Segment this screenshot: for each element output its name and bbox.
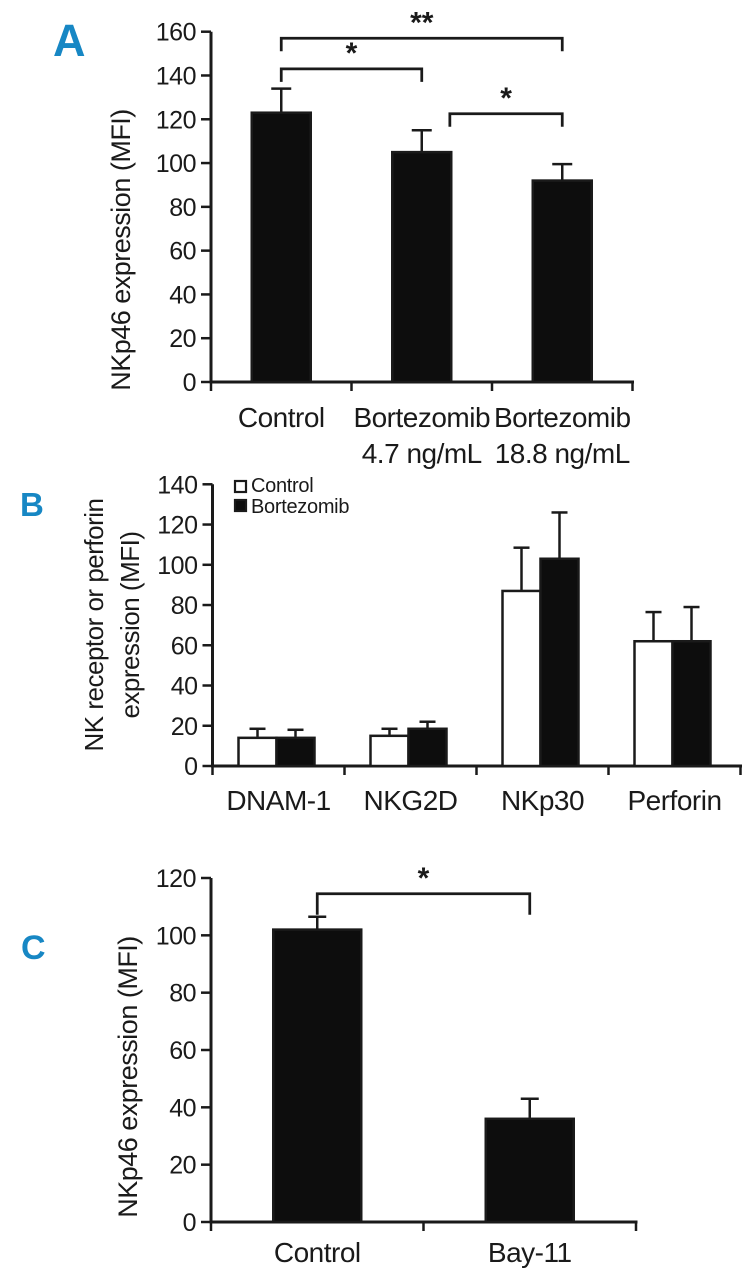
panel-b-bar-nkg2d-bortezomib <box>409 729 447 766</box>
panel-b-ytick-label: 80 <box>170 592 198 621</box>
panel-b-bar-nkg2d-control <box>371 736 409 766</box>
panel-b-category-label-nkp30: NKp30 <box>500 785 585 816</box>
panel-a-category-label-control: Control <box>237 402 325 433</box>
panel-c-ytick-label: 80 <box>169 979 196 1008</box>
panel-b-legend-swatch-bortezomib <box>235 500 246 511</box>
panel-b-category-label-nkg2d: NKG2D <box>363 785 458 816</box>
panel-a-sig-bracket-3 <box>450 114 562 127</box>
panel-b-ytick-label: 40 <box>170 672 198 701</box>
panel-b-category-label-dnam-1: DNAM-1 <box>226 785 331 816</box>
panel-c-ytick-label: 40 <box>169 1094 196 1123</box>
panel-c-chart <box>113 862 638 1268</box>
panel-a-ytick-label: 140 <box>155 62 196 91</box>
panel-a-ytick-label: 20 <box>169 325 196 354</box>
panel-a-ytick-label: 0 <box>182 369 196 397</box>
panel-b-category-label-perforin: Perforin <box>627 785 722 816</box>
panel-c-y-axis-title: NKp46 expression (MFI) <box>113 936 143 1218</box>
panel-a-category-label-bortezomib-4-7-ng-ml: 4.7 ng/mL <box>361 438 482 469</box>
panel-c-ytick-label: 60 <box>169 1037 196 1065</box>
panel-a-ytick-label: 80 <box>169 193 196 222</box>
panel-c-category-label-bay-11: Bay-11 <box>487 1237 572 1268</box>
panel-a-sig-label-3: * <box>500 81 512 115</box>
panel-b-bar-perforin-bortezomib <box>673 641 711 766</box>
panel-c-ytick-label: 100 <box>155 922 196 951</box>
panel-b-ytick-label: 0 <box>184 753 198 781</box>
panel-b-ytick-label: 120 <box>157 511 198 540</box>
panel-c-sig-bracket-1 <box>317 894 530 915</box>
panel-b-ytick-label: 140 <box>157 471 198 500</box>
panel-c-ytick-label: 20 <box>169 1151 196 1180</box>
panel-a-label: A <box>53 15 86 66</box>
panel-b-ytick-label: 60 <box>170 632 198 661</box>
panel-a-bar-control <box>252 113 311 382</box>
panel-b-bar-perforin-control <box>635 641 673 766</box>
panel-b-bar-nkp30-control <box>503 591 541 766</box>
panel-a-bar-bortezomib-18-8-ng-ml <box>533 181 592 382</box>
panel-a-category-label-bortezomib-4-7-ng-ml: Bortezomib <box>353 402 491 433</box>
panel-c-bar-control <box>273 930 361 1222</box>
panel-c-category-label-control: Control <box>273 1237 361 1268</box>
panel-c-ytick-label: 120 <box>155 865 196 893</box>
panel-a-bar-bortezomib-4-7-ng-ml <box>392 152 451 382</box>
panel-b-legend-label-control: Control <box>251 475 314 497</box>
panel-c-label: C <box>21 929 46 967</box>
panel-c-bar-bay-11 <box>486 1119 574 1222</box>
panel-b-bar-dnam-1-control <box>239 738 277 766</box>
panel-a-y-axis-title: NKp46 expression (MFI) <box>106 109 136 391</box>
panel-b-y-axis-title-line2: expression (MFI) <box>115 531 145 719</box>
panel-c-ytick-label: 0 <box>182 1209 196 1237</box>
panel-b-legend-label-bortezomib: Bortezomib <box>251 496 350 518</box>
panel-b-chart <box>79 471 742 816</box>
panel-a-sig-label-2: ** <box>410 6 434 40</box>
panel-a-ytick-label: 120 <box>155 106 196 135</box>
panel-a-ytick-label: 160 <box>155 18 196 47</box>
panel-b-legend-swatch-control <box>235 481 246 492</box>
panel-a-sig-label-1: * <box>345 36 358 70</box>
panel-a-sig-bracket-1 <box>281 69 422 82</box>
panel-b-y-axis-title-line1: NK receptor or perforin <box>79 498 109 752</box>
panel-a-ytick-label: 40 <box>169 281 196 310</box>
panel-a-ytick-label: 60 <box>169 237 196 266</box>
panel-a-ytick-label: 100 <box>155 150 196 179</box>
panel-a-category-label-bortezomib-18-8-ng-ml: 18.8 ng/mL <box>494 438 630 469</box>
panel-b-ytick-label: 100 <box>157 551 198 580</box>
panel-b-ytick-label: 20 <box>170 712 198 741</box>
panel-b-bar-nkp30-bortezomib <box>541 559 579 766</box>
panel-b-label: B <box>20 486 44 523</box>
panel-a-sig-bracket-2 <box>281 38 562 51</box>
panel-c-sig-label-1: * <box>417 861 430 895</box>
panel-a-category-label-bortezomib-18-8-ng-ml: Bortezomib <box>493 402 631 433</box>
panel-b-bar-dnam-1-bortezomib <box>277 738 315 766</box>
panel-a-chart <box>106 6 634 469</box>
